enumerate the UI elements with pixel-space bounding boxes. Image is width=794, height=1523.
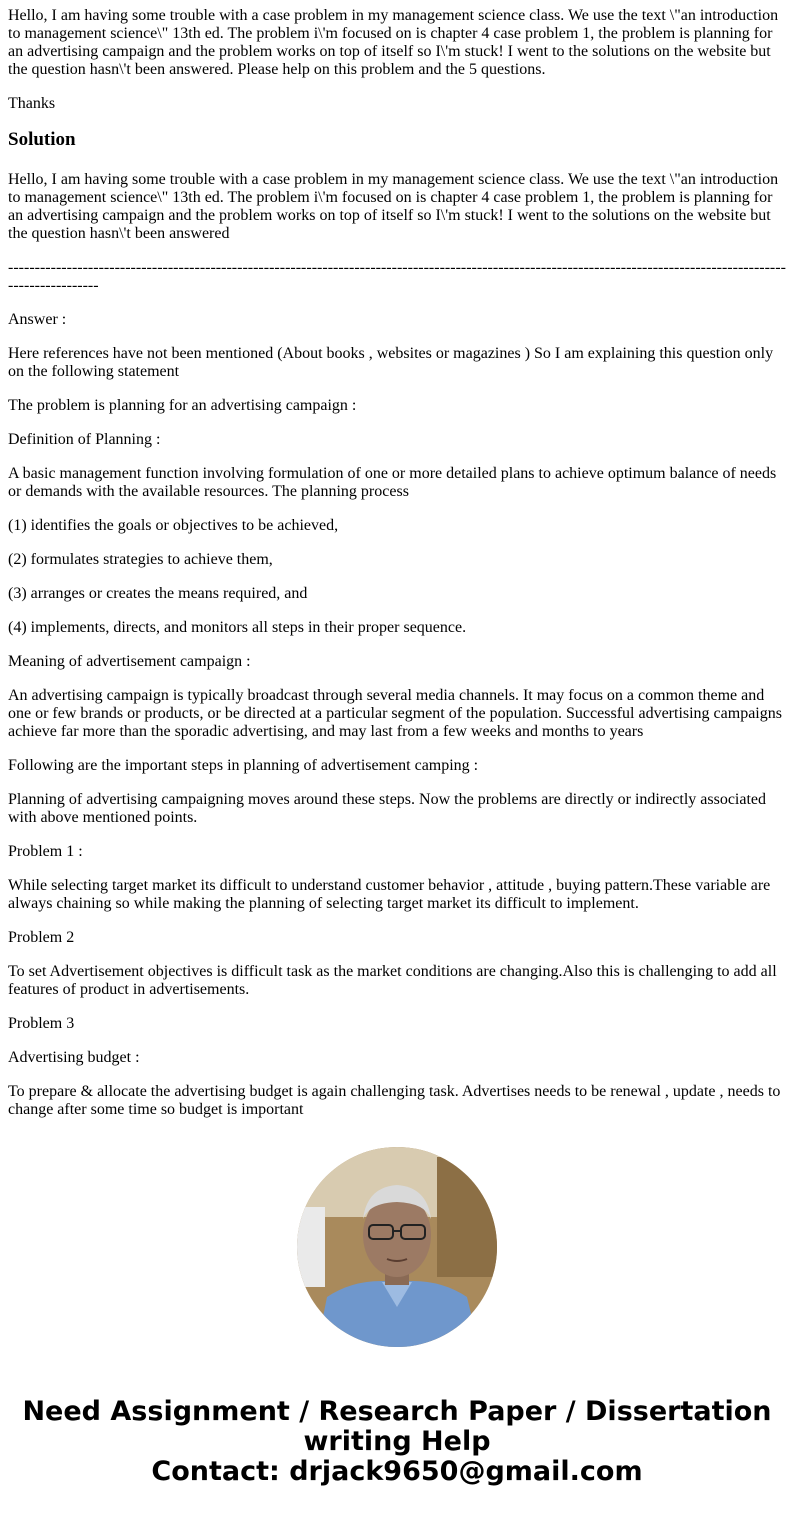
answer-paragraph: An advertising campaign is typically broadcast through several media channels. It may focus on a common theme and one or few brands or products, or be directed at a particular segment of the population. Successful advertising campaigns achieve far more than the sporadic advertising, and may last from a few weeks and months to years bbox=[8, 687, 782, 740]
answer-label: Answer : bbox=[8, 311, 67, 328]
answer-paragraph: Definition of Planning : bbox=[8, 431, 161, 448]
answer-paragraph: Planning of advertising campaigning moves around these steps. Now the problems are directly or indirectly associated with above mentioned points. bbox=[8, 791, 767, 826]
separator-line: ------------------------------------------------------------------------------------------------------------------------------------------------------------------- bbox=[8, 259, 786, 294]
list-item: (1) identifies the goals or objectives to be achieved, bbox=[8, 517, 339, 534]
question-thanks: Thanks bbox=[8, 95, 56, 112]
question-paragraph: Hello, I am having some trouble with a case problem in my management science class. We use the text \"an introduction to management science\" 13th ed. The problem i\'m focused on is chapter 4 case problem 1, the problem is planning for an advertising campaign and the problem works on top of itself so I\'m stuck! I went to the solutions on the website but the question hasn\'t been answered. Please help on this problem and the 5 questions. bbox=[8, 7, 779, 78]
list-item: (4) implements, directs, and monitors all steps in their proper sequence. bbox=[8, 619, 467, 636]
author-avatar bbox=[297, 1147, 497, 1347]
answer-paragraph: Meaning of advertisement campaign : bbox=[8, 653, 251, 670]
list-item: (3) arranges or creates the means required, and bbox=[8, 585, 308, 602]
footer-banner bbox=[8, 1397, 786, 1487]
problem-label: Problem 2 bbox=[8, 929, 75, 946]
solution-intro: Hello, I am having some trouble with a case problem in my management science class. We use the text \"an introduction to management science\" 13th ed. The problem i\'m focused on is chapter 4 case problem 1, the problem is planning for an advertising campaign and the problem works on top of itself so I\'m stuck! I went to the solutions on the website but the question hasn\'t been answered bbox=[8, 171, 779, 242]
list-item: (2) formulates strategies to achieve them, bbox=[8, 551, 273, 568]
answer-paragraph: Here references have not been mentioned (About books , websites or magazines ) So I am explaining this question only on the following statement bbox=[8, 345, 774, 380]
problem-label: Problem 3 bbox=[8, 1015, 75, 1032]
answer-paragraph: To prepare & allocate the advertising budget is again challenging task. Advertises needs to be renewal , update , needs to change after some time so budget is important bbox=[8, 1083, 781, 1118]
problem-label: Problem 1 : bbox=[8, 843, 83, 860]
answer-paragraph: A basic management function involving formulation of one or more detailed plans to achieve optimum balance of needs or demands with the available resources. The planning process bbox=[8, 465, 777, 500]
portrait-image bbox=[297, 1147, 497, 1347]
footer-help-text: Need Assignment / Research Paper / Dissertation writing Help bbox=[22, 1396, 772, 1457]
answer-paragraph: Advertising budget : bbox=[8, 1049, 140, 1066]
answer-paragraph: While selecting target market its difficult to understand customer behavior , attitude , buying pattern.These variable are always chaining so while making the planning of selecting target market its difficult to implement. bbox=[8, 877, 771, 912]
footer-contact-text: Contact: drjack9650@gmail.com bbox=[151, 1456, 643, 1487]
answer-paragraph: To set Advertisement objectives is difficult task as the market conditions are changing.Also this is challenging to add all features of product in advertisements. bbox=[8, 963, 777, 998]
solution-heading: Solution bbox=[8, 129, 76, 150]
answer-paragraph: Following are the important steps in planning of advertisement camping : bbox=[8, 757, 479, 774]
avatar-container bbox=[8, 1147, 786, 1347]
answer-paragraph: The problem is planning for an advertising campaign : bbox=[8, 397, 357, 414]
